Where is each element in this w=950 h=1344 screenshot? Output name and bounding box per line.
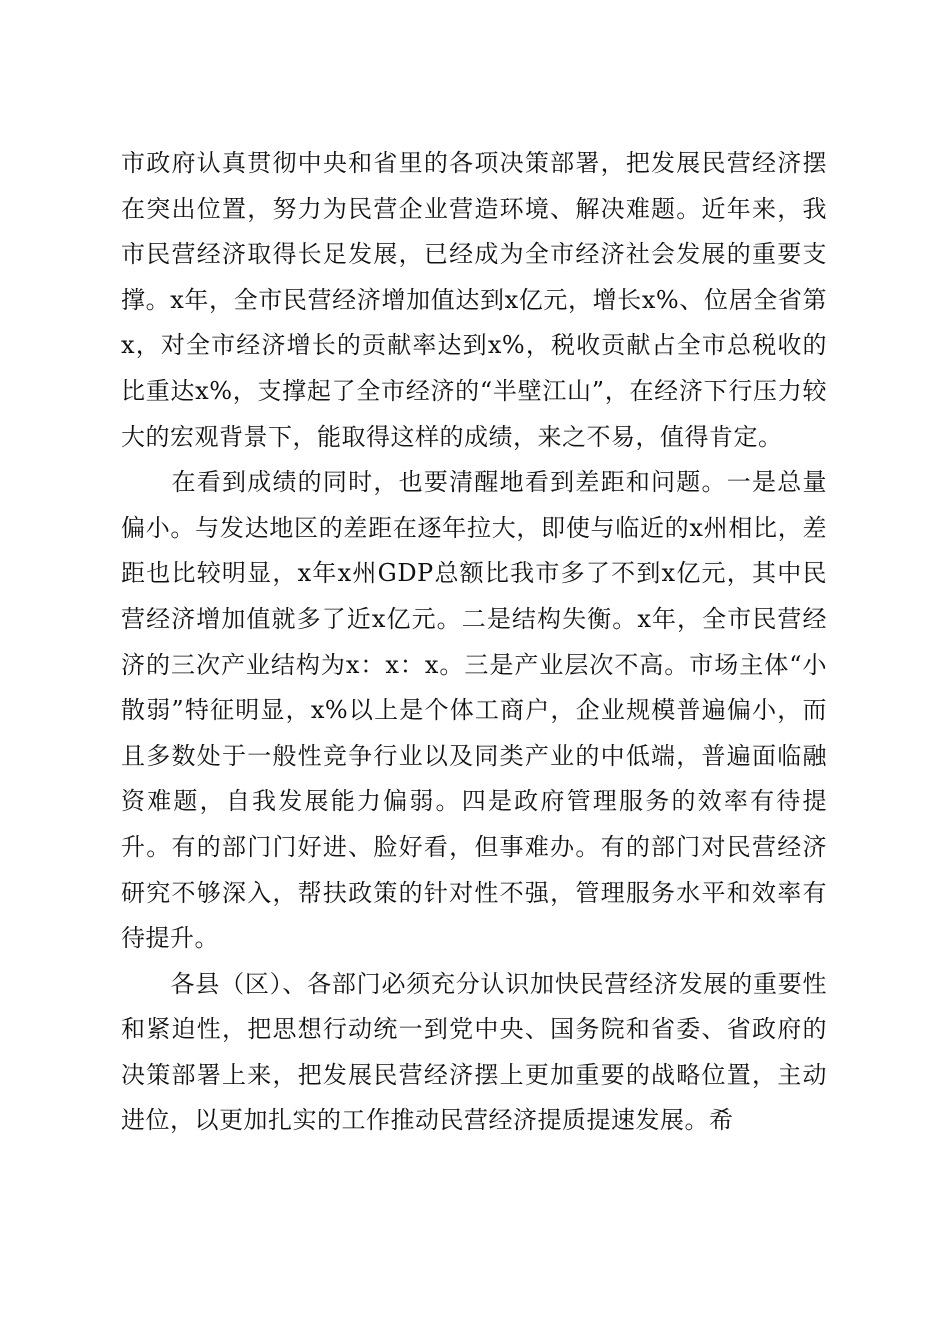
body-text [121, 141, 827, 1144]
paragraph-achievements: 市政府认真贯彻中央和省里的各项决策部署，把发展民营经济摆在突出位置，努力为民营企业营造环境、解决难题。近年来，我市民营经济取得长足发展，已经成为全市经济社会发展的重要支撑。x年，全市民营经济增加值达到x亿元，增长x%、位居全省第x，对全市经济增长的贡献率达到x%，税收贡献占全市总税收的比重达x%，支撑起了全市经济的“半壁江山”，在经济下行压力较大的宏观背景下，能取得这样的成绩，来之不易，值得肯定。 [121, 149, 827, 451]
paragraph-problems: 在看到成绩的同时，也要清醒地看到差距和问题。一是总量偏小。与发达地区的差距在逐年拉大，即使与临近的x州相比，差距也比较明显，x年x州GDP总额比我市多了不到x亿元，其中民营经济增加值就多了近x亿元。二是结构失衡。x年，全市民营经济的三次产业结构为x：x：x。三是产业层次不高。市场主体“小散弱”特征明显，x%以上是个体工商户，企业规模普遍偏小，而且多数处于一般性竞争行业以及同类产业的中低端，普遍面临融资难题，自我发展能力偏弱。四是政府管理服务的效率有待提升。有的部门门好进、脸好看，但事难办。有的部门对民营经济研究不够深入，帮扶政策的针对性不强，管理服务水平和效率有待提升。 [121, 468, 827, 953]
paragraph-requirements: 各县（区）、各部门必须充分认识加快民营经济发展的重要性和紧迫性，把思想行动统一到党中央、国务院和省委、省政府的决策部署上来，把发展民营经济摆上更加重要的战略位置，主动进位，以更加扎实的工作推动民营经济提质提速发展。希 [121, 969, 827, 1135]
